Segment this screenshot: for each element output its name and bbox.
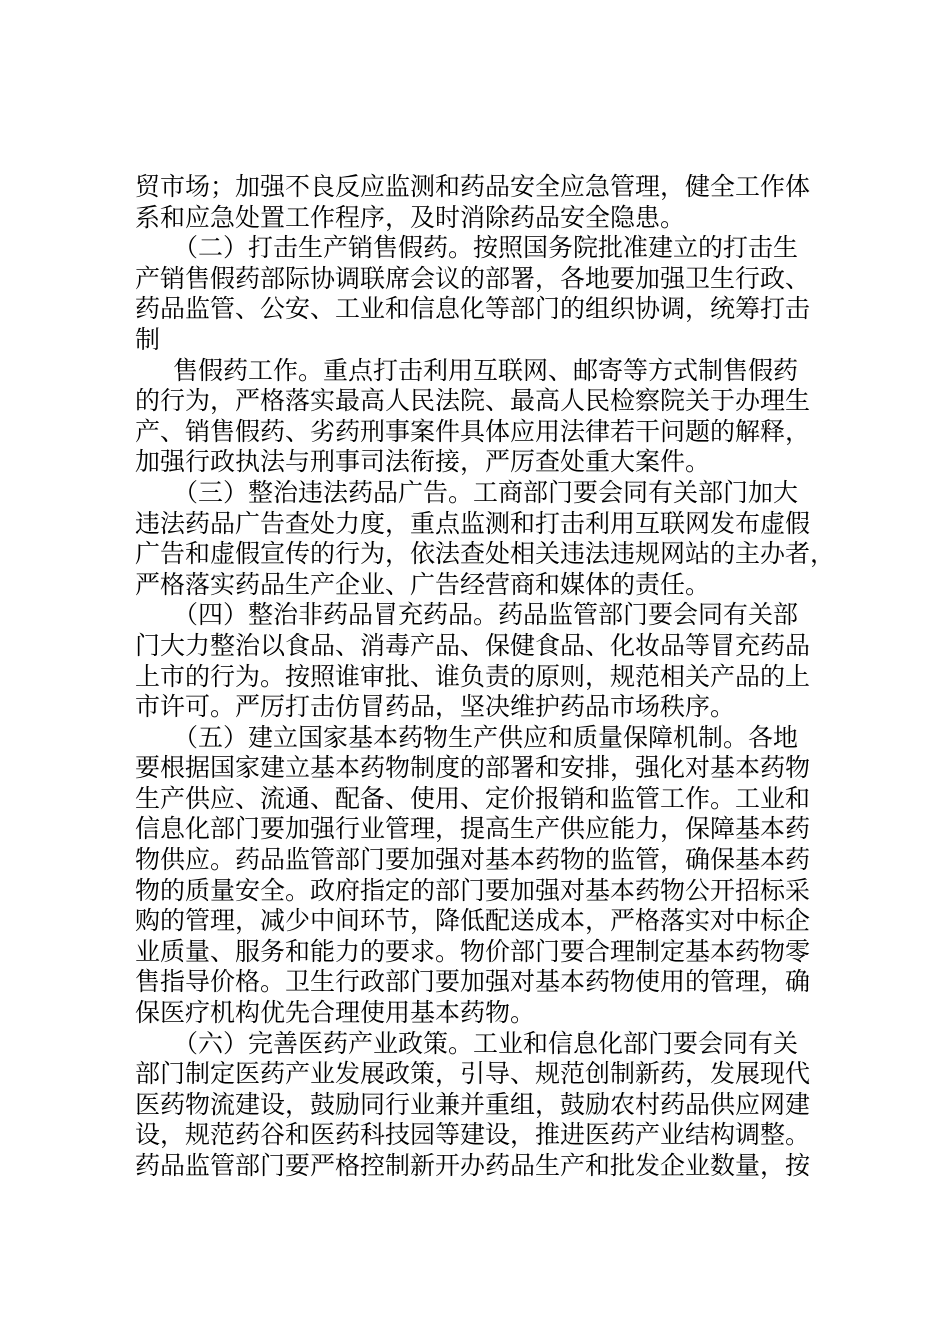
text-line: 制 — [135, 324, 161, 354]
text-line: 物的质量安全。政府指定的部门要加强对基本药物公开招标采 — [135, 875, 811, 905]
text-line: （五）建立国家基本药物生产供应和质量保障机制。各地 — [173, 722, 799, 752]
document-body — [135, 172, 836, 1182]
text-line: 售假药工作。重点打击利用互联网、邮寄等方式制售假药 — [173, 355, 799, 385]
text-line: 产、销售假药、劣药刑事案件具体应用法律若干问题的解释， — [135, 416, 811, 446]
paragraph-section-2-continued — [135, 356, 825, 478]
text-line: 门大力整治以食品、消毒产品、保健食品、化妆品等冒充药品 — [135, 630, 811, 660]
text-line: 生产供应、流通、配备、使用、定价报销和监管工作。工业和 — [135, 783, 811, 813]
text-line: 业质量、服务和能力的要求。物价部门要合理制定基本药物零 — [135, 936, 811, 966]
text-line: （二）打击生产销售假药。按照国务院批准建立的打击生 — [173, 233, 799, 263]
text-line: 严格落实药品生产企业、广告经营商和媒体的责任。 — [135, 569, 711, 599]
text-line: 保医疗机构优先合理使用基本药物。 — [135, 998, 536, 1028]
text-line: 要根据国家建立基本药物制度的部署和安排，强化对基本药物 — [135, 753, 811, 783]
text-line: （三）整治违法药品广告。工商部门要会同有关部门加大 — [173, 477, 799, 507]
text-line: 违法药品广告查处力度，重点监测和打击利用互联网发布虚假 — [135, 508, 811, 538]
text-line: 医药物流建设，鼓励同行业兼并重组，鼓励农村药品供应网建 — [135, 1089, 811, 1119]
text-line: （四）整治非药品冒充药品。药品监管部门要会同有关部 — [173, 600, 799, 630]
text-line: 的行为，严格落实最高人民法院、最高人民检察院关于办理生 — [135, 386, 811, 416]
paragraph-section-5-essential-medicines — [135, 723, 825, 1029]
text-line: 购的管理，减少中间环节，降低配送成本，严格落实对中标企 — [135, 906, 811, 936]
text-line: 加强行政执法与刑事司法衔接，严厉查处重大案件。 — [135, 447, 711, 477]
paragraph-section-3-illegal-ads — [135, 477, 836, 600]
text-line: 上市的行为。按照谁审批、谁负责的原则，规范相关产品的上 — [135, 661, 811, 691]
text-line: 售指导价格。卫生行政部门要加强对基本药物使用的管理，确 — [135, 967, 811, 997]
paragraph-continuation-market-safety — [135, 172, 825, 233]
text-line: 设，规范药谷和医药科技园等建设，推进医药产业结构调整。 — [135, 1120, 811, 1150]
text-line: 药品监管部门要严格控制新开办药品生产和批发企业数量，按 — [135, 1151, 811, 1180]
text-line: 信息化部门要加强行业管理，提高生产供应能力，保障基本药 — [135, 814, 811, 844]
text-line: 贸市场；加强不良反应监测和药品安全应急管理，健全工作体 — [135, 172, 811, 201]
paragraph-section-6-industry-policy — [135, 1029, 825, 1182]
text-line: 部门制定医药产业发展政策，引导、规范创制新药，发展现代 — [135, 1059, 811, 1089]
text-line: 系和应急处置工作程序，及时消除药品安全隐患。 — [135, 202, 686, 232]
text-line: （六）完善医药产业政策。工业和信息化部门要会同有关 — [173, 1028, 799, 1058]
paragraph-section-2-counterfeit-drugs — [135, 233, 825, 355]
text-line: 产销售假药部际协调联席会议的部署，各地要加强卫生行政、 — [135, 263, 811, 293]
text-line: 物供应。药品监管部门要加强对基本药物的监管，确保基本药 — [135, 845, 811, 875]
text-line: 广告和虚假宣传的行为，依法查处相关违法违规网站的主办者， — [135, 539, 836, 569]
paragraph-section-4-non-drug-impersonation — [135, 600, 825, 722]
text-line: 药品监管、公安、工业和信息化等部门的组织协调，统筹打击 — [135, 294, 811, 324]
text-line: 市许可。严厉打击仿冒药品，坚决维护药品市场秩序。 — [135, 692, 736, 722]
